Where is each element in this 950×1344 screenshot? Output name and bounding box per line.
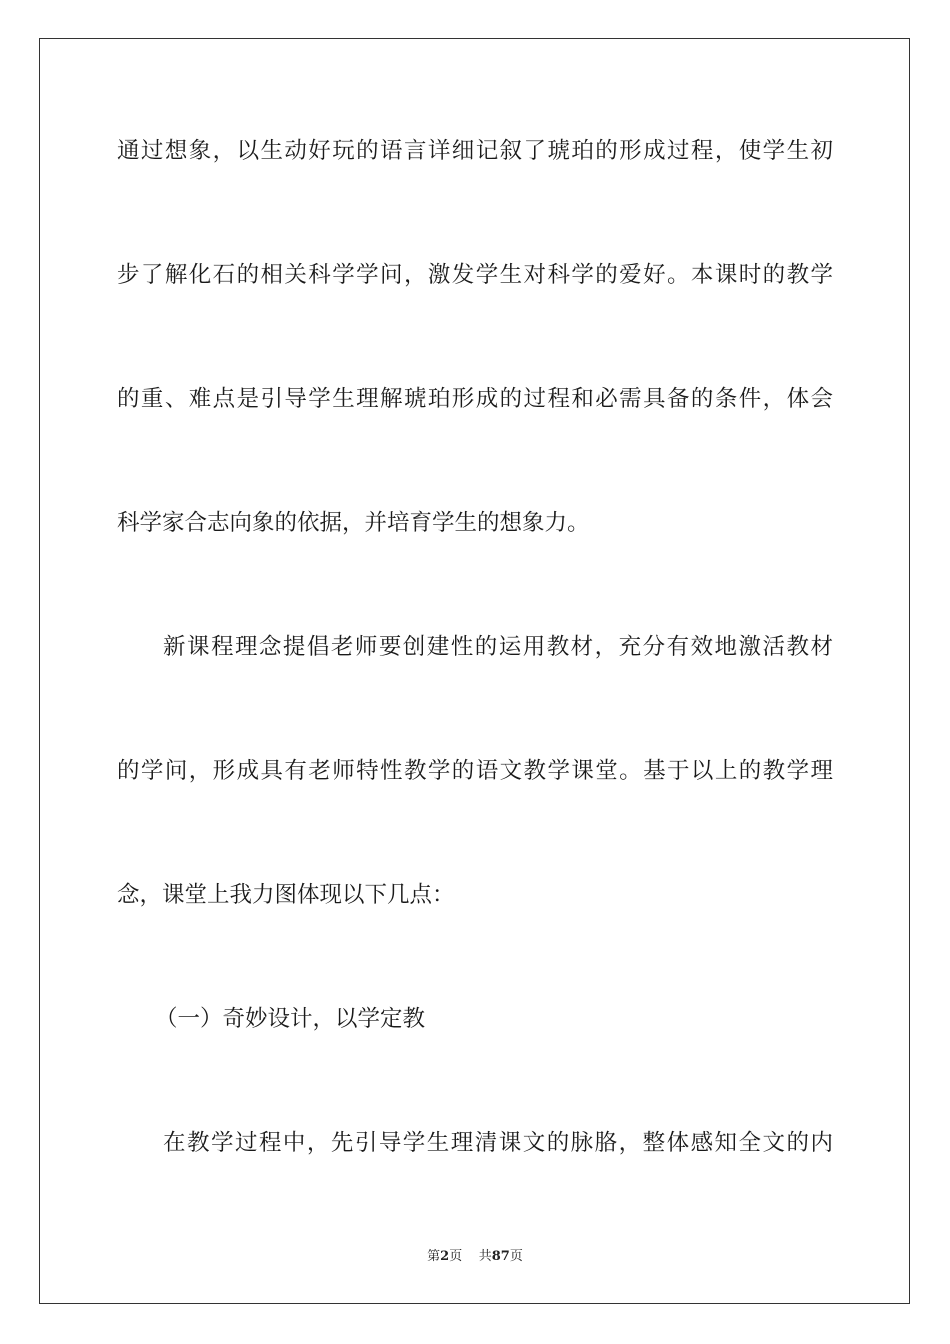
text-line-2: 步了解化石的相关科学学问，激发学生对科学的爱好。本课时的教学 (117, 262, 833, 288)
text-line-3: 的重、难点是引导学生理解琥珀形成的过程和必需具备的条件，体会 (117, 386, 833, 412)
page-border (39, 38, 910, 1304)
footer-page-number: 2 (440, 1249, 450, 1264)
text-line-1: 通过想象，以生动好玩的语言详细记叙了琥珀的形成过程，使学生初 (117, 138, 833, 164)
section-heading: （一）奇妙设计，以学定教 (155, 1006, 426, 1032)
footer-total-suffix: 页 (509, 1249, 523, 1264)
footer-page-prefix: 第 (427, 1249, 441, 1264)
footer-page-suffix: 页 (449, 1249, 463, 1264)
footer-total-prefix: 共 (478, 1249, 492, 1264)
footer-total-pages: 87 (491, 1249, 510, 1264)
text-line-9: 在教学过程中，先引导学生理清课文的脉胳，整体感知全文的内 (163, 1130, 833, 1156)
page-footer (0, 1248, 950, 1266)
text-line-7: 念，课堂上我力图体现以下几点： (117, 882, 455, 908)
text-line-4: 科学家合志向象的依据，并培育学生的想象力。 (117, 510, 590, 536)
text-line-6: 的学问，形成具有老师特性教学的语文教学课堂。基于以上的教学理 (117, 758, 833, 784)
text-line-5: 新课程理念提倡老师要创建性的运用教材，充分有效地激活教材 (163, 634, 833, 660)
